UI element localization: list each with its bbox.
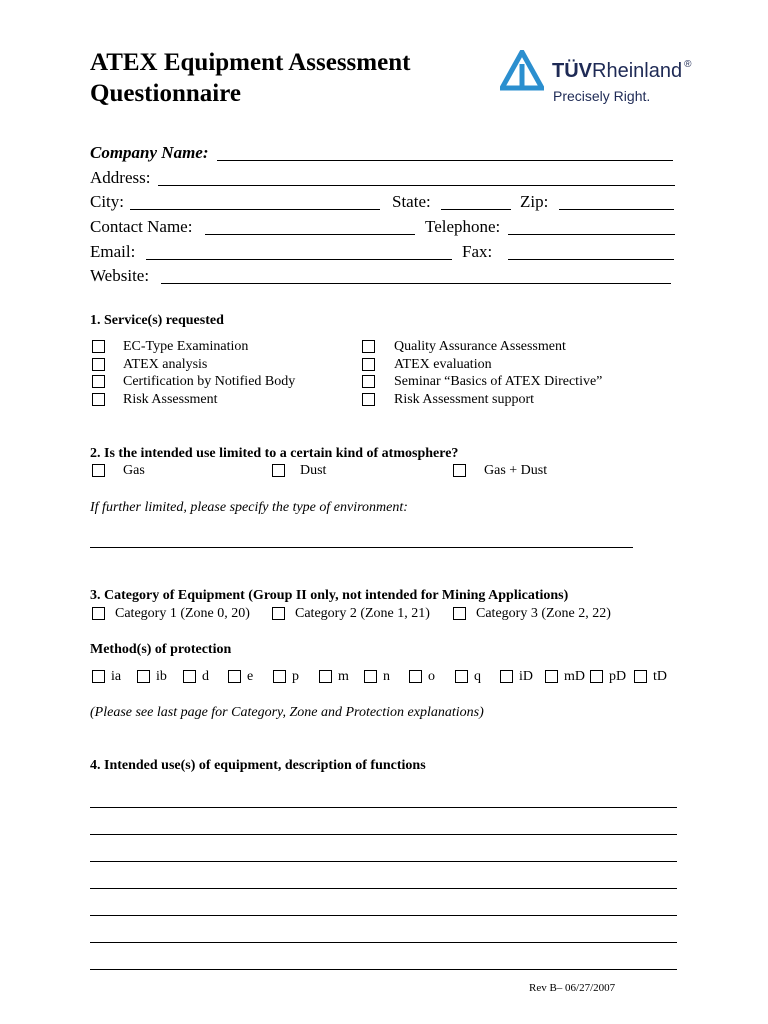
checkbox[interactable]	[92, 375, 105, 388]
checkbox[interactable]	[634, 670, 647, 683]
method-label: m	[338, 669, 349, 684]
checkbox[interactable]	[362, 393, 375, 406]
service-option-quality-assurance[interactable]: Quality Assurance Assessment	[362, 338, 662, 355]
website-row	[90, 265, 680, 287]
method-label: mD	[564, 669, 585, 684]
logo-slogan: Precisely Right.	[553, 88, 651, 104]
checkbox[interactable]	[453, 607, 466, 620]
method-label: p	[292, 669, 299, 684]
email-field[interactable]	[146, 259, 452, 260]
method-option-ia[interactable]	[92, 668, 136, 685]
document-title	[90, 47, 410, 109]
methods-heading: Method(s) of protection	[90, 642, 232, 657]
method-label: pD	[609, 669, 627, 684]
environment-note: If further limited, please specify the type of environment:	[90, 500, 408, 515]
logo-brand: TÜVRheinland ®	[552, 59, 692, 82]
method-option-ib[interactable]	[137, 668, 181, 685]
state-label: State:	[392, 192, 431, 211]
checkbox[interactable]	[272, 607, 285, 620]
section-3-heading: 3. Category of Equipment (Group II only, not intended for Mining Applications)	[90, 588, 569, 603]
telephone-field[interactable]	[508, 234, 675, 235]
service-option-atex-analysis[interactable]: ATEX analysis	[92, 356, 342, 373]
atmosphere-option-gas-dust[interactable]: Gas + Dust	[453, 462, 593, 479]
description-line[interactable]	[90, 888, 677, 889]
zip-label: Zip:	[520, 192, 549, 211]
title-line-1: ATEX Equipment Assessment	[90, 49, 411, 76]
company-name-label: Company Name:	[90, 143, 209, 162]
fax-field[interactable]	[508, 259, 674, 260]
checkbox[interactable]	[364, 670, 377, 683]
zip-field[interactable]	[559, 209, 674, 210]
method-label: d	[202, 669, 209, 684]
address-label: Address:	[90, 168, 151, 187]
explanations-note: (Please see last page for Category, Zone and Protection explanations)	[90, 705, 484, 720]
city-state-zip-row	[90, 191, 680, 213]
checkbox[interactable]	[183, 670, 196, 683]
description-line[interactable]	[90, 942, 677, 943]
method-option-p[interactable]	[273, 668, 317, 685]
checkbox[interactable]	[362, 340, 375, 353]
checkbox[interactable]	[453, 464, 466, 477]
triangle-logo-icon	[500, 50, 544, 92]
method-option-m[interactable]	[319, 668, 363, 685]
checkbox[interactable]	[92, 607, 105, 620]
checkbox[interactable]	[362, 358, 375, 371]
method-option-d[interactable]	[183, 668, 227, 685]
description-line[interactable]	[90, 969, 677, 970]
method-option-md[interactable]	[545, 668, 589, 685]
checkbox[interactable]	[92, 393, 105, 406]
website-field[interactable]	[161, 283, 671, 284]
category-option-1[interactable]: Category 1 (Zone 0, 20)	[92, 605, 267, 622]
contact-name-field[interactable]	[205, 234, 415, 235]
method-label: ia	[111, 669, 122, 684]
checkbox[interactable]	[92, 358, 105, 371]
title-line-2: Questionnaire	[90, 80, 241, 107]
category-option-3[interactable]: Category 3 (Zone 2, 22)	[453, 605, 628, 622]
checkbox[interactable]	[137, 670, 150, 683]
method-option-id[interactable]	[500, 668, 544, 685]
checkbox[interactable]	[273, 670, 286, 683]
email-fax-row	[90, 241, 680, 263]
section-4-heading: 4. Intended use(s) of equipment, description of functions	[90, 758, 426, 773]
registered-mark: ®	[684, 59, 692, 70]
contact-telephone-row	[90, 216, 680, 238]
checkbox[interactable]	[500, 670, 513, 683]
checkbox[interactable]	[228, 670, 241, 683]
service-option-ec-type[interactable]: EC-Type Examination	[92, 338, 342, 355]
method-label: tD	[653, 669, 667, 684]
telephone-label: Telephone:	[425, 217, 501, 236]
city-label: City:	[90, 192, 125, 211]
method-option-pd[interactable]	[590, 668, 634, 685]
contact-name-label: Contact Name:	[90, 217, 193, 236]
environment-field[interactable]	[90, 547, 633, 548]
checkbox[interactable]	[455, 670, 468, 683]
description-line[interactable]	[90, 915, 677, 916]
city-field[interactable]	[130, 209, 380, 210]
section-1-heading: 1. Service(s) requested	[90, 313, 224, 328]
service-option-certification[interactable]: Certification by Notified Body	[92, 373, 342, 390]
method-option-e[interactable]	[228, 668, 272, 685]
category-option-2[interactable]: Category 2 (Zone 1, 21)	[272, 605, 447, 622]
checkbox[interactable]	[272, 464, 285, 477]
revision-footer: Rev B– 06/27/2007	[529, 982, 616, 994]
state-field[interactable]	[441, 209, 511, 210]
address-row	[90, 167, 680, 189]
address-field[interactable]	[158, 185, 675, 186]
method-option-o[interactable]	[409, 668, 453, 685]
checkbox[interactable]	[92, 670, 105, 683]
email-label: Email:	[90, 242, 136, 261]
checkbox[interactable]	[590, 670, 603, 683]
checkbox[interactable]	[409, 670, 422, 683]
method-label: n	[383, 669, 390, 684]
checkbox[interactable]	[545, 670, 558, 683]
service-option-seminar[interactable]: Seminar “Basics of ATEX Directive”	[362, 373, 662, 390]
service-option-atex-evaluation[interactable]: ATEX evaluation	[362, 356, 662, 373]
method-label: ib	[156, 669, 167, 684]
method-option-td[interactable]	[634, 668, 678, 685]
atmosphere-option-gas[interactable]: Gas	[92, 462, 212, 479]
atmosphere-option-dust[interactable]: Dust	[272, 462, 392, 479]
method-label: iD	[519, 669, 533, 684]
checkbox[interactable]	[92, 340, 105, 353]
website-label: Website:	[90, 266, 150, 285]
tuv-rheinland-logo	[500, 50, 715, 110]
section-2-heading: 2. Is the intended use limited to a certain kind of atmosphere?	[90, 446, 459, 461]
method-option-q[interactable]	[455, 668, 499, 685]
company-name-field[interactable]	[217, 160, 673, 161]
method-option-n[interactable]	[364, 668, 408, 685]
checkbox[interactable]	[319, 670, 332, 683]
fax-label: Fax:	[462, 242, 493, 261]
service-option-risk-assessment[interactable]: Risk Assessment	[92, 391, 342, 408]
service-option-risk-support[interactable]: Risk Assessment support	[362, 391, 662, 408]
description-line[interactable]	[90, 861, 677, 862]
description-line[interactable]	[90, 834, 677, 835]
method-label: e	[247, 669, 254, 684]
method-label: q	[474, 669, 481, 684]
description-line[interactable]	[90, 807, 677, 808]
checkbox[interactable]	[362, 375, 375, 388]
company-name-row	[90, 142, 680, 164]
checkbox[interactable]	[92, 464, 105, 477]
method-label: o	[428, 669, 435, 684]
